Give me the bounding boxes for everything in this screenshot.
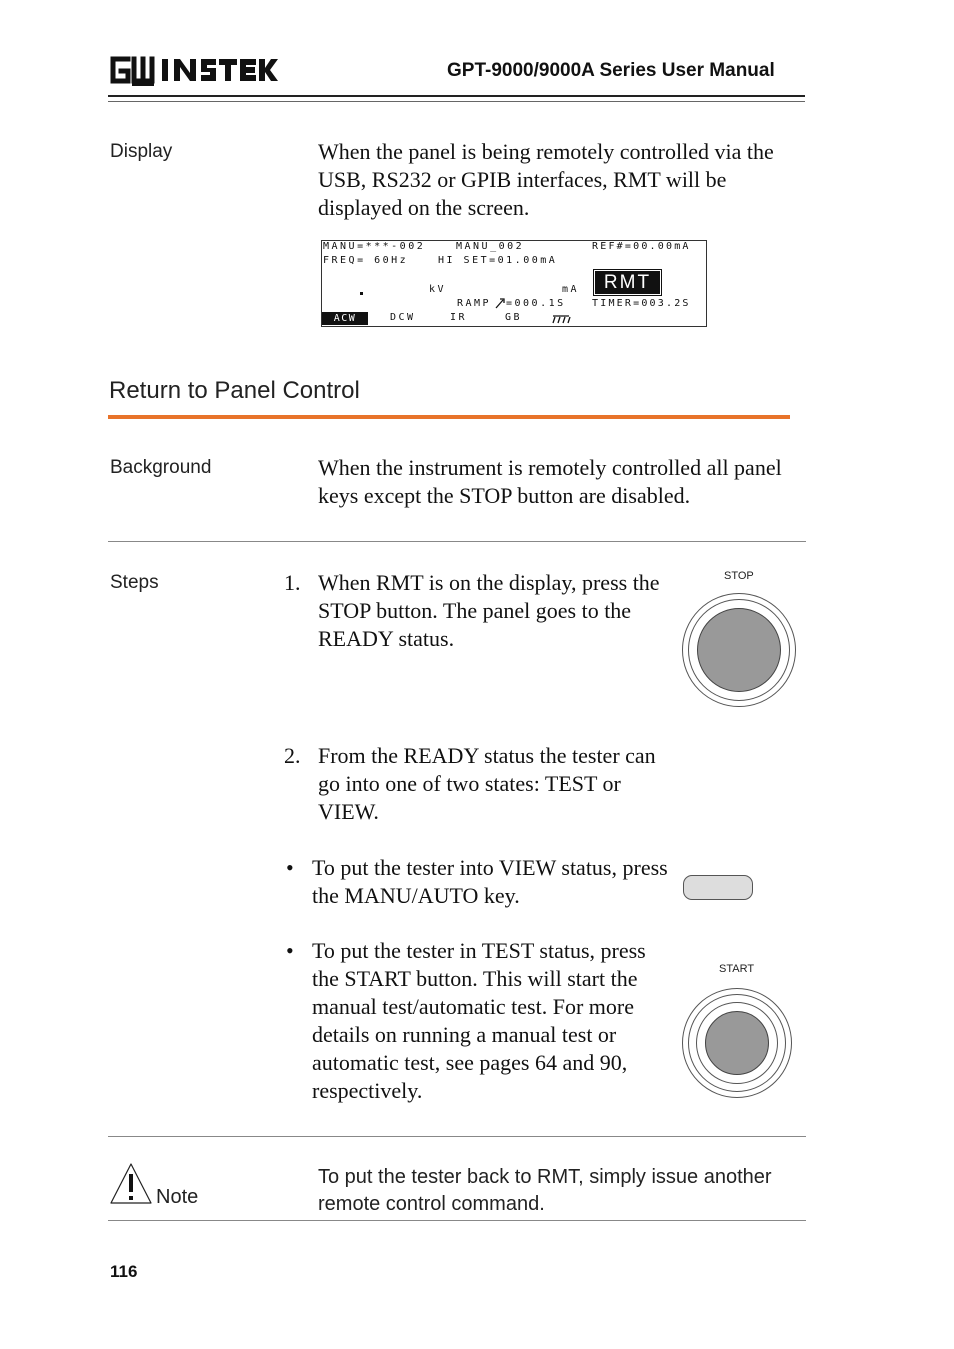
lcd-rmt-indicator: RMT <box>595 271 660 294</box>
display-label: Display <box>110 141 173 162</box>
stop-button[interactable] <box>682 593 796 707</box>
note-text: To put the tester back to RMT, simply issue another remote control command. <box>318 1166 772 1215</box>
manual-title: GPT-9000/9000A Series User Manual <box>447 60 775 81</box>
lcd-tab-dcw: DCW <box>390 312 416 323</box>
divider <box>108 1220 806 1221</box>
page-number: 116 <box>110 1262 138 1281</box>
lcd-ramp-label: RAMP <box>457 298 492 309</box>
lcd-tab-acw: ACW <box>322 312 368 325</box>
warning-icon <box>109 1162 153 1206</box>
steps-label: Steps <box>110 572 159 593</box>
ground-icon <box>552 312 572 325</box>
start-button-face <box>705 1011 769 1075</box>
lcd-ref: REF#=00.00mA <box>592 241 691 252</box>
lcd-ramp-value: =000.1S <box>506 298 566 309</box>
divider <box>108 541 806 542</box>
lcd-hi-set: HI SET=01.00mA <box>438 255 558 266</box>
background-label: Background <box>110 457 212 478</box>
lcd-timer: TIMER=003.2S <box>592 298 691 309</box>
bullet-view-text: To put the tester into VIEW status, press the MANU/AUTO key. <box>312 855 668 908</box>
section-heading: Return to Panel Control <box>109 377 360 404</box>
lcd-freq: FREQ= 60Hz <box>323 255 409 266</box>
stop-button-face <box>697 608 781 692</box>
step2-text: From the READY status the tester can go into one of two states: TEST or VIEW. <box>318 743 656 824</box>
note-label: Note <box>156 1186 199 1208</box>
start-button-label: START <box>719 963 755 975</box>
divider <box>108 1136 806 1137</box>
lcd-manu-name: MANU_002 <box>456 241 525 252</box>
lcd-manu-step: MANU=***-002 <box>323 241 426 252</box>
bullet-dot: • <box>286 855 294 880</box>
manu-auto-key[interactable] <box>683 875 753 900</box>
stop-button-label: STOP <box>724 570 754 582</box>
ramp-arrow-icon <box>495 297 505 309</box>
lcd-unit-kv: kV <box>429 284 447 295</box>
lcd-tab-gb: GB <box>505 312 523 323</box>
lcd-unit-ma: mA <box>562 284 580 295</box>
lcd-dot <box>360 292 363 295</box>
gw-instek-logo <box>108 54 278 86</box>
header-rule <box>108 95 805 97</box>
start-button[interactable] <box>682 988 792 1098</box>
background-text: When the instrument is remotely controlled all panel keys except the STOP button are disabled. <box>318 455 782 508</box>
lcd-screen <box>321 240 707 327</box>
section-rule <box>108 415 790 419</box>
bullet-dot: • <box>286 938 294 963</box>
display-description: When the panel is being remotely controlled via the USB, RS232 or GPIB interfaces, RMT will be displayed on the screen. <box>318 139 774 220</box>
header-rule-thin <box>108 101 805 102</box>
step1-number: 1. <box>284 570 301 595</box>
step2-number: 2. <box>284 743 301 768</box>
bullet-test-text: To put the tester in TEST status, press the START button. This will start the manual test/automatic test. For more details on running a manual test or automatic test, see pages 64 and 90, respectively. <box>312 938 646 1103</box>
step1-text: When RMT is on the display, press the STOP button. The panel goes to the READY status. <box>318 570 660 651</box>
lcd-tab-ir: IR <box>450 312 468 323</box>
